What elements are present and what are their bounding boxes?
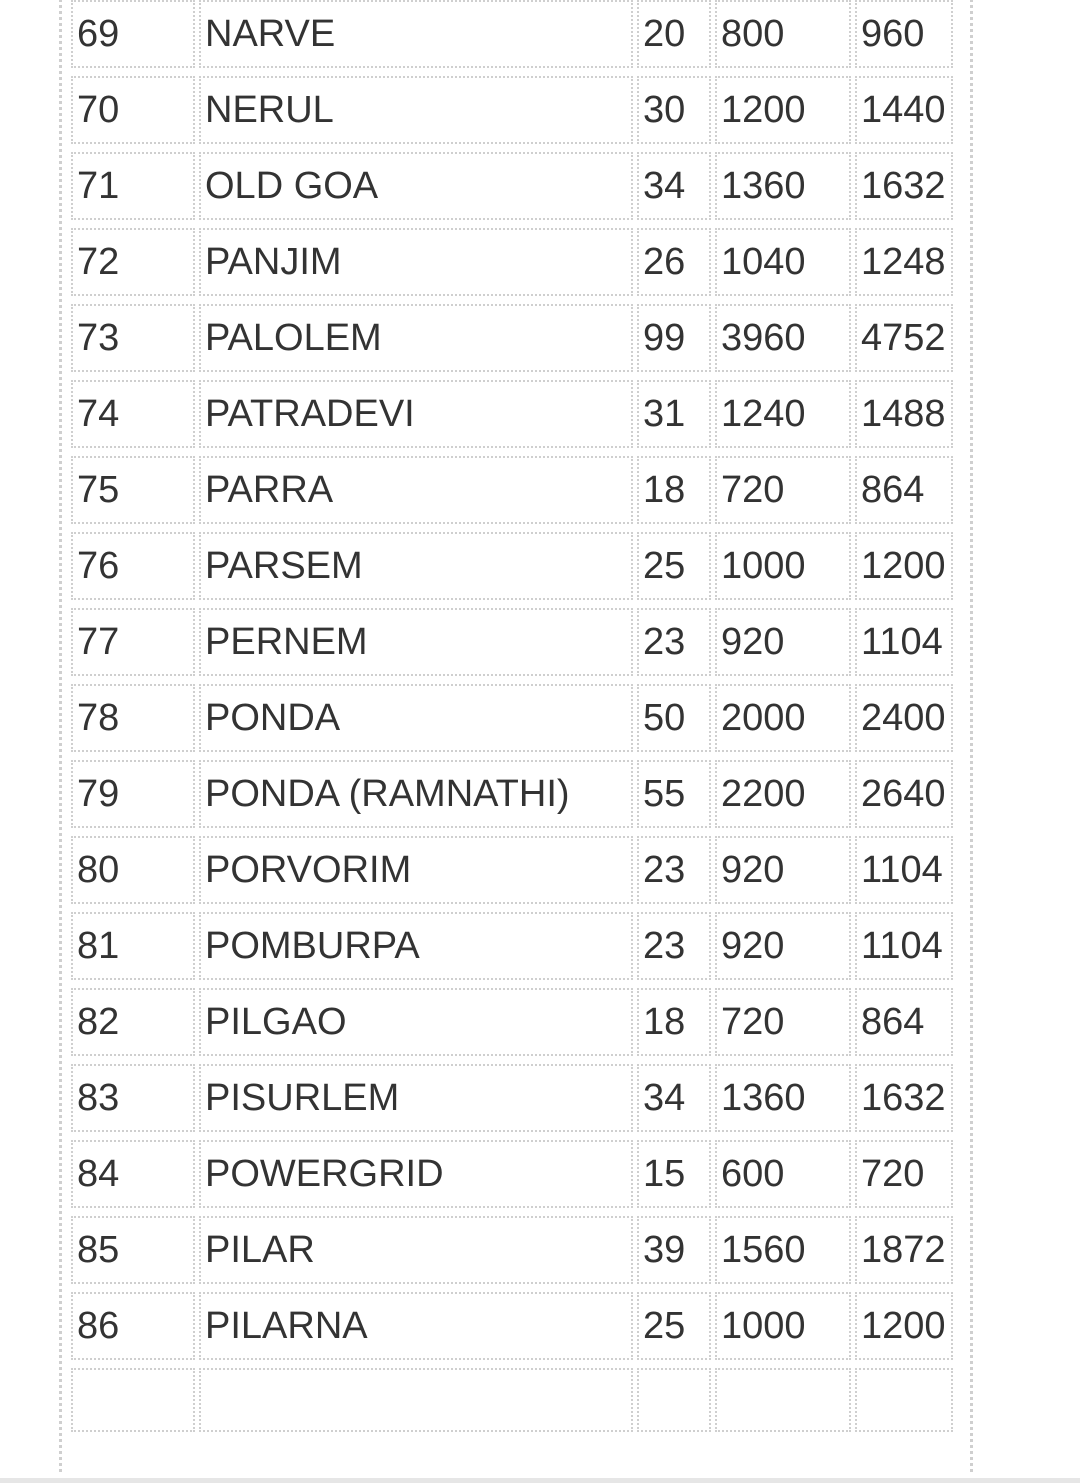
value-c-cell: 1248 [855, 228, 953, 296]
value-c-cell: 2400 [855, 684, 953, 752]
table-row [71, 76, 953, 144]
serial-number-cell: 69 [71, 0, 195, 68]
serial-number-cell: 85 [71, 1216, 195, 1284]
value-a-cell: 18 [637, 456, 711, 524]
location-cell: PONDA (RAMNATHI) [199, 760, 633, 828]
location-cell: POMBURPA [199, 912, 633, 980]
value-b-cell: 1360 [715, 152, 851, 220]
table-row [71, 1368, 953, 1432]
table-row [71, 684, 953, 752]
value-a-cell: 99 [637, 304, 711, 372]
table-row [71, 760, 953, 828]
table-row [71, 228, 953, 296]
serial-number-cell: 74 [71, 380, 195, 448]
location-cell: PANJIM [199, 228, 633, 296]
location-cell: PILGAO [199, 988, 633, 1056]
value-c-cell: 1632 [855, 152, 953, 220]
value-b-cell: 920 [715, 608, 851, 676]
value-a-cell: 15 [637, 1140, 711, 1208]
value-b-cell: 1360 [715, 1064, 851, 1132]
value-b-cell: 3960 [715, 304, 851, 372]
value-b-cell: 800 [715, 0, 851, 68]
serial-number-cell: 75 [71, 456, 195, 524]
value-b-cell: 1000 [715, 1292, 851, 1360]
serial-number-cell: 70 [71, 76, 195, 144]
location-cell: PISURLEM [199, 1064, 633, 1132]
value-c-cell: 1200 [855, 532, 953, 600]
value-a-cell: 25 [637, 1292, 711, 1360]
value-c-cell: 4752 [855, 304, 953, 372]
table-row [71, 988, 953, 1056]
value-a-cell: 20 [637, 0, 711, 68]
value-a-cell: 26 [637, 228, 711, 296]
value-b-cell: 2000 [715, 684, 851, 752]
table-row [71, 152, 953, 220]
rates-table [67, 0, 957, 1440]
serial-number-cell: 82 [71, 988, 195, 1056]
location-cell: PARSEM [199, 532, 633, 600]
value-b-cell [715, 1368, 851, 1432]
location-cell: PONDA [199, 684, 633, 752]
value-c-cell: 864 [855, 988, 953, 1056]
value-c-cell: 1872 [855, 1216, 953, 1284]
location-cell: PALOLEM [199, 304, 633, 372]
value-b-cell: 920 [715, 836, 851, 904]
serial-number-cell: 80 [71, 836, 195, 904]
table-body [71, 0, 953, 1432]
serial-number-cell: 77 [71, 608, 195, 676]
value-a-cell: 23 [637, 608, 711, 676]
table-row [71, 608, 953, 676]
location-cell: POWERGRID [199, 1140, 633, 1208]
value-c-cell: 864 [855, 456, 953, 524]
value-a-cell: 25 [637, 532, 711, 600]
value-a-cell: 30 [637, 76, 711, 144]
value-c-cell: 2640 [855, 760, 953, 828]
table-row [71, 912, 953, 980]
value-b-cell: 1040 [715, 228, 851, 296]
serial-number-cell [71, 1368, 195, 1432]
table-row [71, 380, 953, 448]
value-a-cell: 39 [637, 1216, 711, 1284]
location-cell: PERNEM [199, 608, 633, 676]
value-c-cell: 1440 [855, 76, 953, 144]
location-cell: OLD GOA [199, 152, 633, 220]
value-c-cell: 1632 [855, 1064, 953, 1132]
value-b-cell: 600 [715, 1140, 851, 1208]
value-a-cell [637, 1368, 711, 1432]
serial-number-cell: 78 [71, 684, 195, 752]
value-c-cell: 960 [855, 0, 953, 68]
value-b-cell: 920 [715, 912, 851, 980]
value-c-cell: 1104 [855, 912, 953, 980]
table-row [71, 1140, 953, 1208]
location-cell: PORVORIM [199, 836, 633, 904]
table-row [71, 1292, 953, 1360]
table-frame [59, 0, 973, 1472]
value-b-cell: 1200 [715, 76, 851, 144]
value-c-cell: 720 [855, 1140, 953, 1208]
table-row [71, 532, 953, 600]
value-a-cell: 34 [637, 1064, 711, 1132]
table-row [71, 304, 953, 372]
table-row [71, 0, 953, 68]
value-c-cell: 1488 [855, 380, 953, 448]
value-a-cell: 50 [637, 684, 711, 752]
location-cell: PILARNA [199, 1292, 633, 1360]
value-b-cell: 1240 [715, 380, 851, 448]
value-a-cell: 23 [637, 912, 711, 980]
table-row [71, 456, 953, 524]
location-cell: PILAR [199, 1216, 633, 1284]
location-cell: NERUL [199, 76, 633, 144]
serial-number-cell: 84 [71, 1140, 195, 1208]
value-b-cell: 1560 [715, 1216, 851, 1284]
serial-number-cell: 72 [71, 228, 195, 296]
serial-number-cell: 81 [71, 912, 195, 980]
serial-number-cell: 71 [71, 152, 195, 220]
value-b-cell: 2200 [715, 760, 851, 828]
bottom-divider [0, 1478, 1080, 1483]
value-a-cell: 31 [637, 380, 711, 448]
value-a-cell: 55 [637, 760, 711, 828]
serial-number-cell: 86 [71, 1292, 195, 1360]
value-b-cell: 1000 [715, 532, 851, 600]
value-a-cell: 18 [637, 988, 711, 1056]
value-c-cell: 1104 [855, 836, 953, 904]
serial-number-cell: 79 [71, 760, 195, 828]
table-row [71, 836, 953, 904]
location-cell: PATRADEVI [199, 380, 633, 448]
serial-number-cell: 76 [71, 532, 195, 600]
serial-number-cell: 73 [71, 304, 195, 372]
value-a-cell: 23 [637, 836, 711, 904]
location-cell: NARVE [199, 0, 633, 68]
value-c-cell: 1200 [855, 1292, 953, 1360]
location-cell: PARRA [199, 456, 633, 524]
table-row [71, 1216, 953, 1284]
location-cell [199, 1368, 633, 1432]
value-c-cell: 1104 [855, 608, 953, 676]
value-b-cell: 720 [715, 456, 851, 524]
serial-number-cell: 83 [71, 1064, 195, 1132]
value-c-cell [855, 1368, 953, 1432]
table-row [71, 1064, 953, 1132]
value-b-cell: 720 [715, 988, 851, 1056]
value-a-cell: 34 [637, 152, 711, 220]
